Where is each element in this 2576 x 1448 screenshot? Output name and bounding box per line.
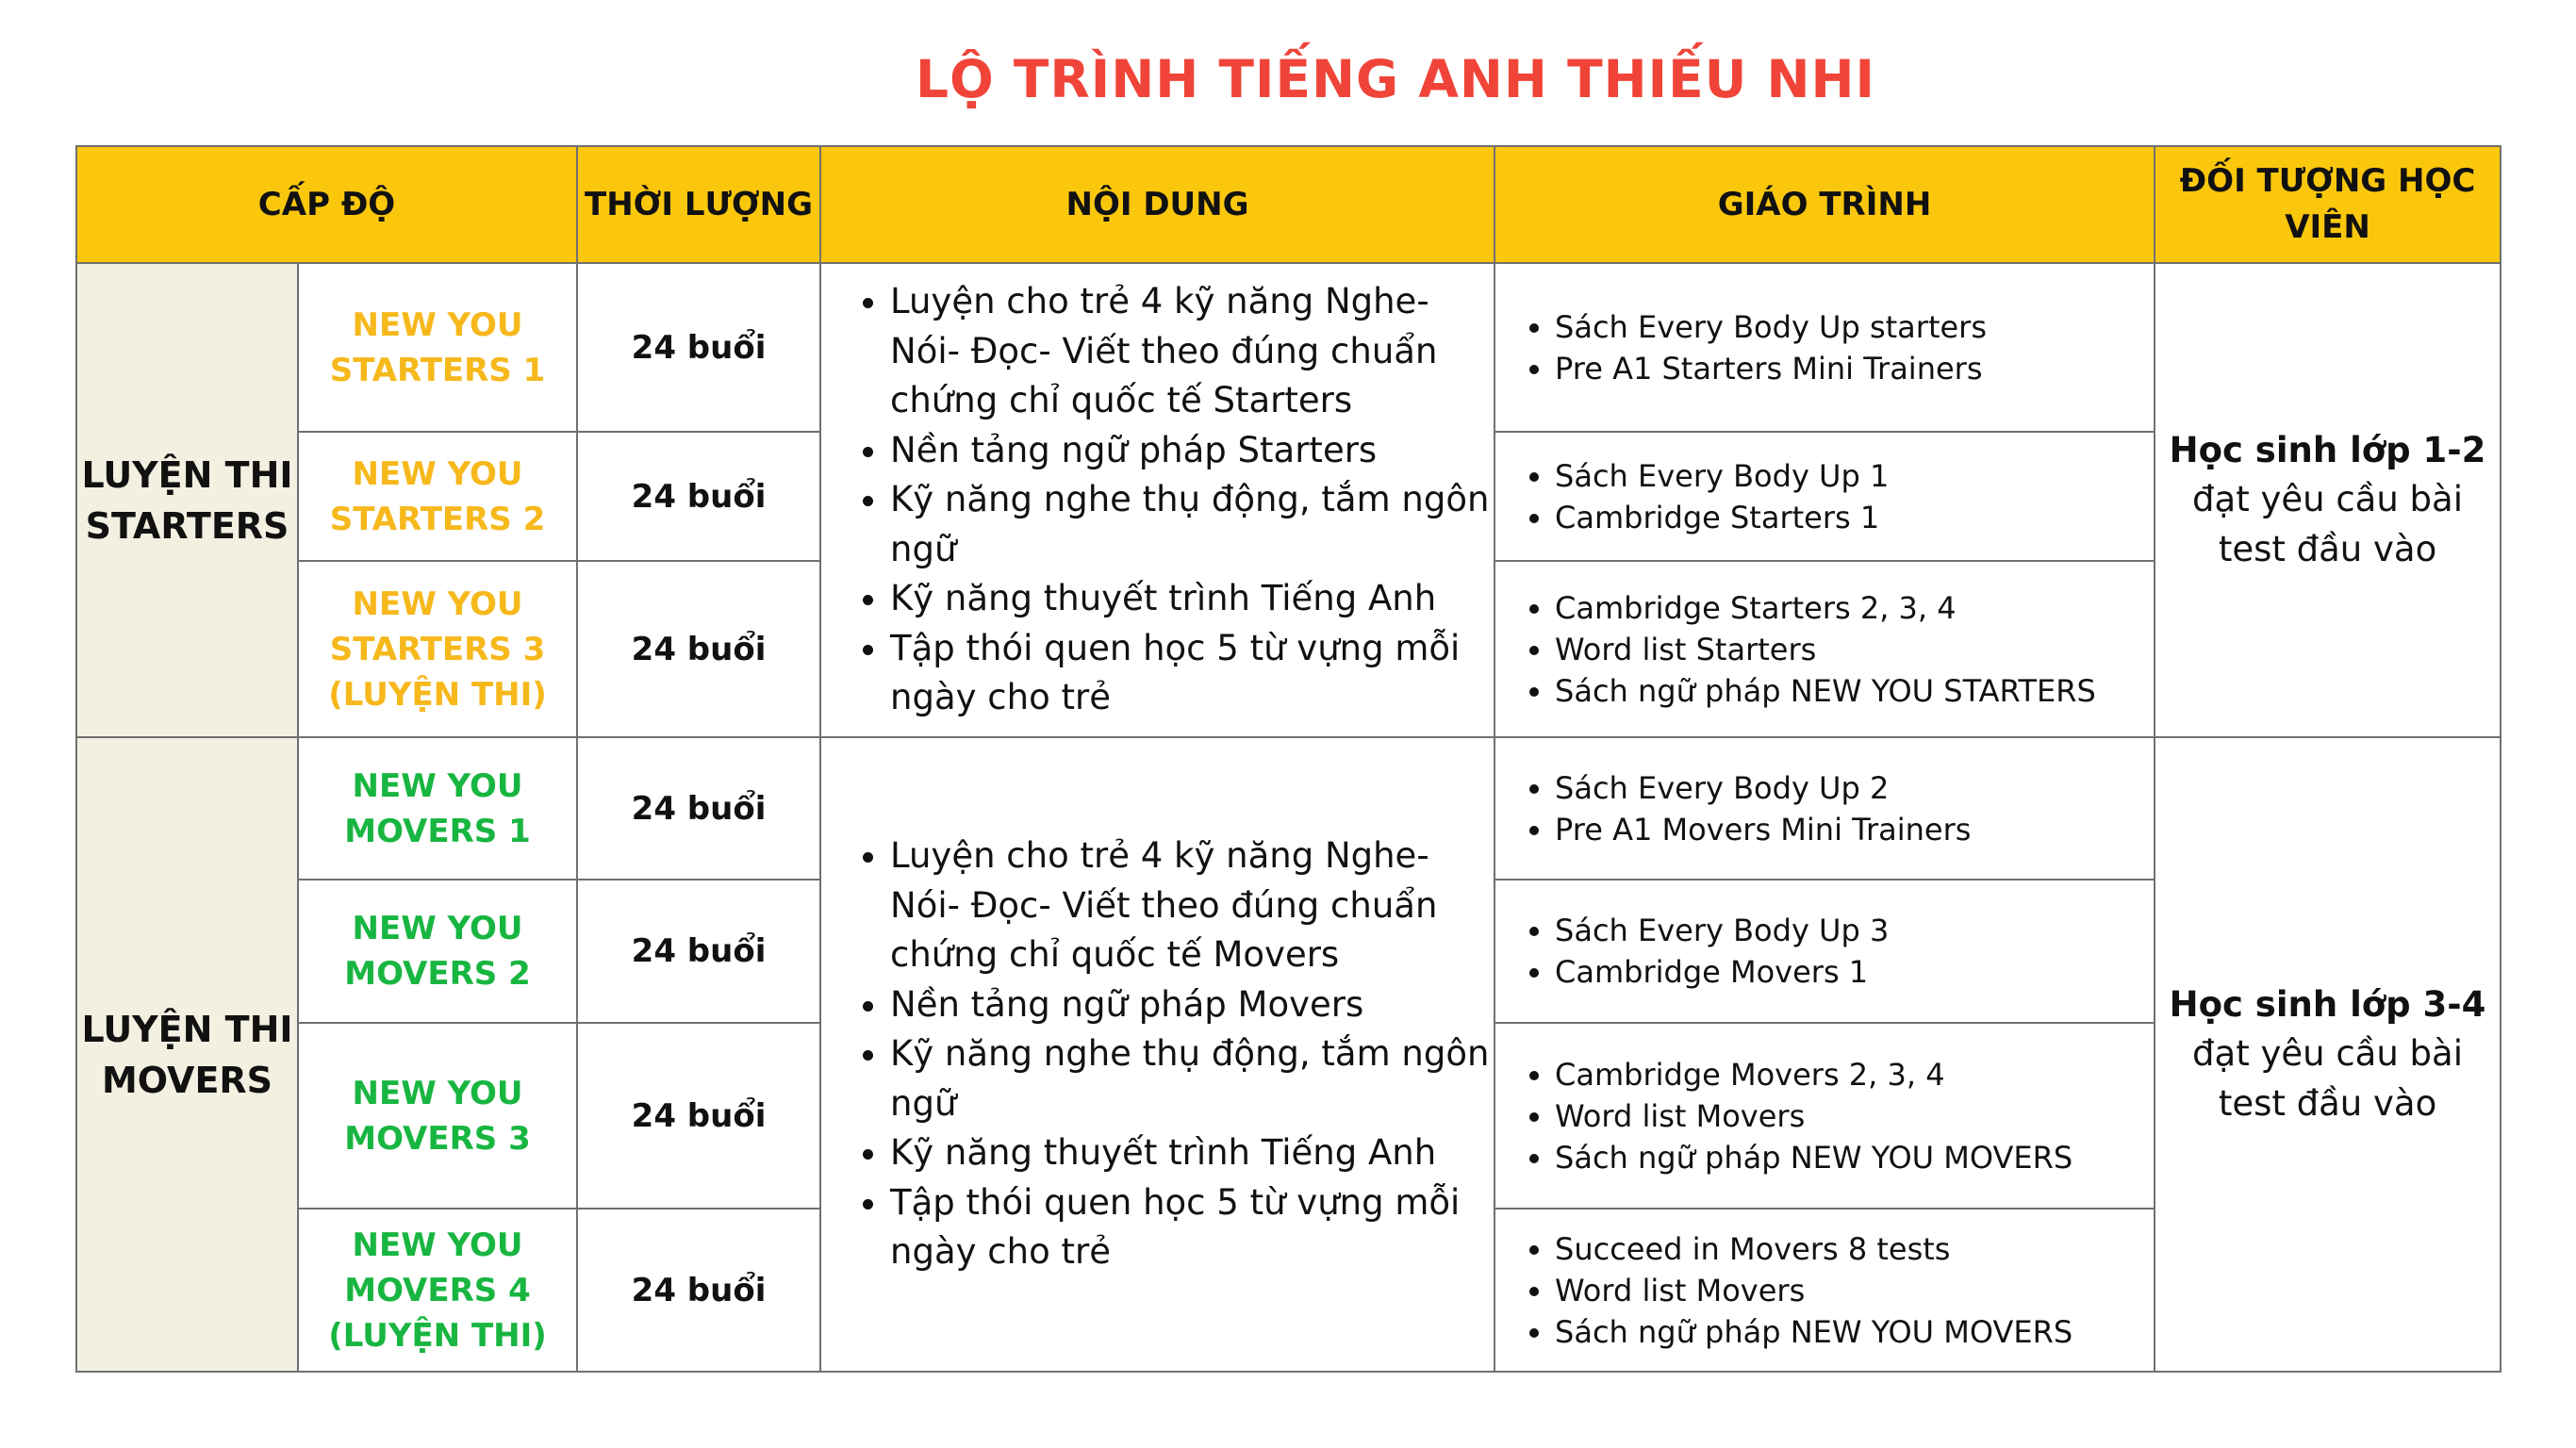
content-item: • Kỹ năng thuyết trình Tiếng Anh [890, 574, 1494, 624]
table-row [76, 263, 2501, 432]
book-item: • Pre A1 Starters Mini Trainers [1555, 348, 2154, 389]
course-starters-3: NEW YOU STARTERS 3 (LUYỆN THI) [298, 561, 577, 737]
duration-cell: 24 buổi [577, 1209, 820, 1372]
book-item: • Cambridge Movers 1 [1555, 951, 2154, 993]
book-item: • Sách ngữ pháp NEW YOU MOVERS [1555, 1137, 2154, 1178]
content-item: • Kỹ năng thuyết trình Tiếng Anh [890, 1128, 1494, 1178]
book-item: • Word list Movers [1555, 1095, 2154, 1137]
target-movers: Học sinh lớp 3-4 đạt yêu cầu bài test đầu vào [2155, 737, 2501, 1372]
header-duration: THỜI LƯỢNG [577, 146, 820, 263]
roadmap-table [75, 145, 2502, 1373]
book-item: • Cambridge Starters 1 [1555, 497, 2154, 538]
course-movers-3: NEW YOU MOVERS 3 [298, 1023, 577, 1209]
header-content: NỘI DUNG [820, 146, 1494, 263]
book-item: • Word list Starters [1555, 629, 2154, 670]
content-item: • Nền tảng ngữ pháp Starters [890, 426, 1494, 476]
books-starters-1 [1494, 263, 2155, 432]
duration-cell: 24 buổi [577, 263, 820, 432]
books-starters-3 [1494, 561, 2155, 737]
duration-cell: 24 buổi [577, 1023, 820, 1209]
duration-cell: 24 buổi [577, 880, 820, 1023]
course-movers-4: NEW YOU MOVERS 4 (LUYỆN THI) [298, 1209, 577, 1372]
content-item: • Tập thói quen học 5 từ vựng mỗi ngày cho trẻ [890, 1178, 1494, 1277]
books-movers-1 [1494, 737, 2155, 880]
level-starters: LUYỆN THI STARTERS [76, 263, 298, 737]
target-starters: Học sinh lớp 1-2 đạt yêu cầu bài test đầu vào [2155, 263, 2501, 737]
course-starters-2: NEW YOU STARTERS 2 [298, 432, 577, 561]
book-item: • Sách Every Body Up 1 [1555, 455, 2154, 497]
content-item: • Tập thói quen học 5 từ vựng mỗi ngày cho trẻ [890, 624, 1494, 723]
book-item: • Sách Every Body Up 3 [1555, 910, 2154, 951]
course-starters-1: NEW YOU STARTERS 1 [298, 263, 577, 432]
level-movers: LUYỆN THI MOVERS [76, 737, 298, 1372]
content-starters [820, 263, 1494, 737]
content-item: • Kỹ năng nghe thụ động, tắm ngôn ngữ [890, 1029, 1494, 1128]
book-item: • Cambridge Starters 2, 3, 4 [1555, 587, 2154, 629]
books-starters-2 [1494, 432, 2155, 561]
content-item: • Luyện cho trẻ 4 kỹ năng Nghe- Nói- Đọc- Viết theo đúng chuẩn chứng chỉ quốc tế Movers [890, 831, 1494, 980]
table-row [76, 737, 2501, 880]
books-movers-4 [1494, 1209, 2155, 1372]
content-item: • Luyện cho trẻ 4 kỹ năng Nghe- Nói- Đọc- Viết theo đúng chuẩn chứng chỉ quốc tế Starters [890, 277, 1494, 426]
content-movers [820, 737, 1494, 1372]
book-item: • Sách Every Body Up 2 [1555, 767, 2154, 809]
content-item: • Nền tảng ngữ pháp Movers [890, 980, 1494, 1030]
book-item: • Pre A1 Movers Mini Trainers [1555, 809, 2154, 850]
header-row [76, 146, 2501, 263]
book-item: • Sách ngữ pháp NEW YOU MOVERS [1555, 1311, 2154, 1353]
course-movers-1: NEW YOU MOVERS 1 [298, 737, 577, 880]
book-item: • Succeed in Movers 8 tests [1555, 1228, 2154, 1270]
header-books: GIÁO TRÌNH [1494, 146, 2155, 263]
book-item: • Sách ngữ pháp NEW YOU STARTERS [1555, 670, 2154, 712]
header-target: ĐỐI TƯỢNG HỌC VIÊN [2155, 146, 2501, 263]
header-level: CẤP ĐỘ [76, 146, 577, 263]
book-item: • Word list Movers [1555, 1270, 2154, 1311]
book-item: • Cambridge Movers 2, 3, 4 [1555, 1054, 2154, 1095]
page-title: LỘ TRÌNH TIẾNG ANH THIẾU NHI [915, 49, 1876, 109]
duration-cell: 24 buổi [577, 432, 820, 561]
books-movers-2 [1494, 880, 2155, 1023]
content-item: • Kỹ năng nghe thụ động, tắm ngôn ngữ [890, 475, 1494, 574]
books-movers-3 [1494, 1023, 2155, 1209]
book-item: • Sách Every Body Up starters [1555, 306, 2154, 348]
duration-cell: 24 buổi [577, 561, 820, 737]
course-movers-2: NEW YOU MOVERS 2 [298, 880, 577, 1023]
duration-cell: 24 buổi [577, 737, 820, 880]
